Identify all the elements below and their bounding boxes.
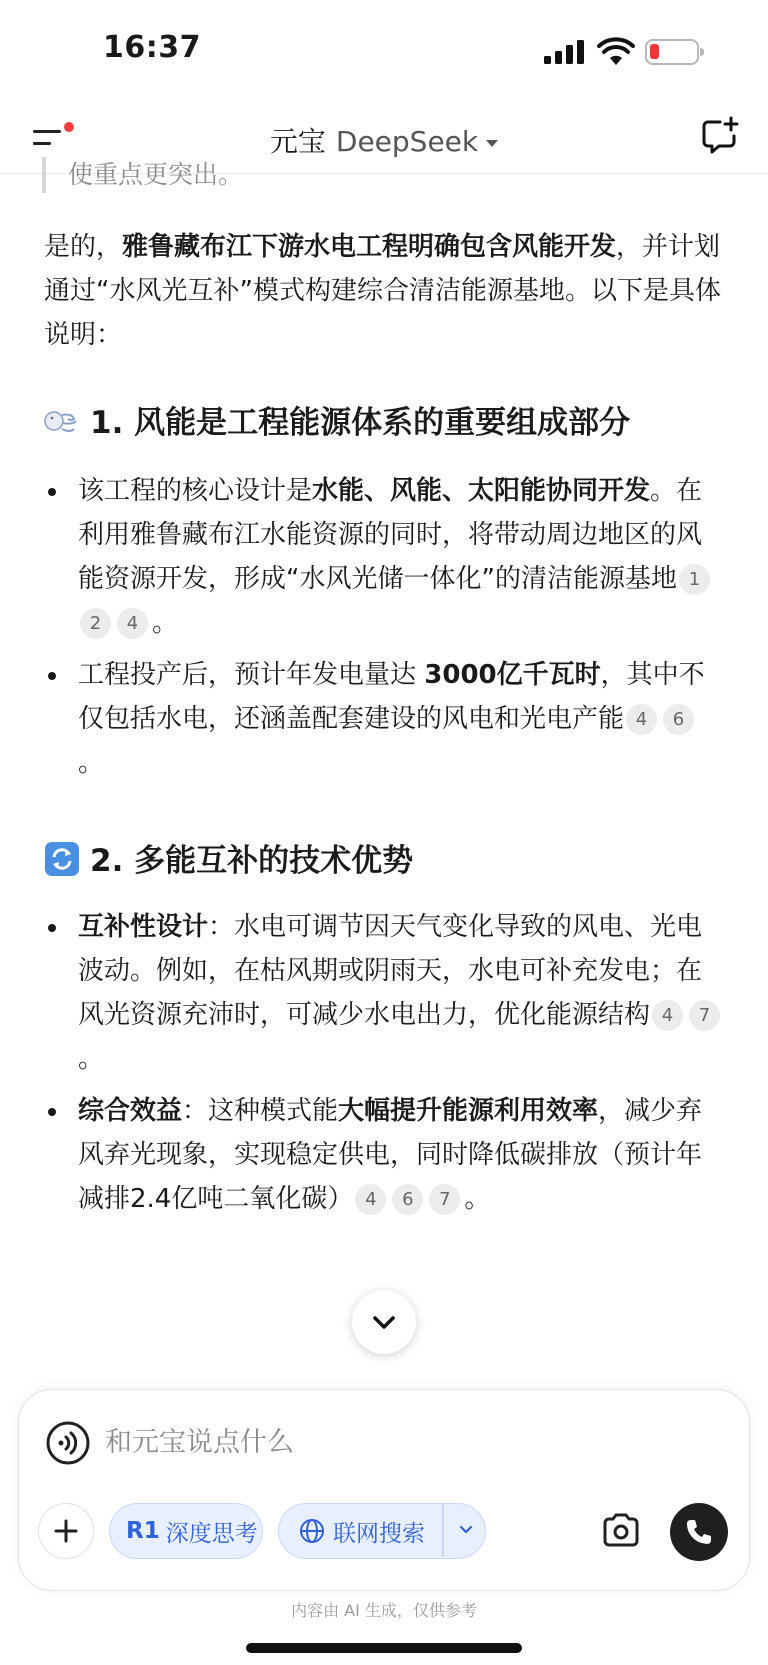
- citation-badge[interactable]: 7: [429, 1184, 460, 1215]
- chevron-down-icon: [352, 1290, 416, 1354]
- voice-input-icon[interactable]: [45, 1420, 91, 1466]
- model-name: DeepSeek: [335, 125, 479, 158]
- section-heading-2: 2. 多能互补的技术优势: [44, 839, 734, 883]
- list-item: 互补性设计：水电可调节因天气变化导致的风电、光电波动。例如，在枯风期或阴雨天，水电可补充发电；在风光资源充沛时，可减少水电出力，优化能源结构 4 7。: [44, 905, 724, 1081]
- chat-content[interactable]: [0, 160, 768, 1380]
- citation-badge[interactable]: 7: [689, 1000, 720, 1031]
- intro-paragraph: 是的，雅鲁藏布江下游水电工程明确包含风能开发，并计划通过“水风光互补”模式构建综合清洁能源基地。以下是具体说明：: [44, 232, 721, 350]
- pill-divider: [442, 1504, 444, 1557]
- home-indicator[interactable]: [246, 1643, 522, 1653]
- message-input[interactable]: [105, 1416, 705, 1468]
- section-1-list: [44, 469, 724, 793]
- battery-icon: [645, 39, 699, 65]
- add-attachment-button[interactable]: [38, 1503, 94, 1559]
- model-switcher[interactable]: [0, 120, 768, 160]
- list-item: 工程投产后，预计年发电量达 3000亿千瓦时，其中不仅包括水电，还涵盖配套建设的风电和光电产能 4 6。: [44, 653, 724, 785]
- chevron-down-icon[interactable]: [459, 1524, 473, 1536]
- list-item: 该工程的核心设计是水能、风能、太阳能协同开发。在利用雅鲁藏布江水能资源的同时，将带动周边地区的风能资源开发，形成“水风光储一体化”的清洁能源基地 12 4 。: [44, 469, 724, 645]
- phone-icon: [670, 1503, 728, 1561]
- composer: [18, 1389, 750, 1591]
- citation-badge[interactable]: 4: [652, 1000, 683, 1031]
- citation-badge[interactable]: 6: [392, 1184, 423, 1215]
- cellular-signal-icon: [544, 40, 584, 64]
- section-heading-1: 1. 风能是工程能源体系的重要组成部分: [44, 401, 734, 445]
- citation-badge[interactable]: 2: [80, 608, 111, 639]
- wifi-icon: [598, 38, 634, 66]
- blockquote-remnant: 使重点更突出。: [42, 157, 243, 193]
- web-search-label: 联网搜索: [333, 1520, 425, 1547]
- citation-badge[interactable]: 4: [626, 704, 657, 735]
- globe-icon: [299, 1518, 325, 1544]
- voice-call-button[interactable]: [670, 1503, 728, 1561]
- scroll-to-bottom-button[interactable]: [352, 1290, 416, 1354]
- status-bar: [0, 0, 768, 100]
- web-search-toggle[interactable]: [278, 1503, 486, 1559]
- citation-badge[interactable]: 4: [117, 608, 148, 639]
- deep-think-toggle[interactable]: [109, 1503, 263, 1559]
- wind-face-icon: [44, 403, 80, 439]
- caret-down-icon: [486, 140, 498, 147]
- deep-think-label: 深度思考: [165, 1520, 258, 1547]
- list-item: 综合效益：这种模式能大幅提升能源利用效率，减少弃风弃光现象，实现稳定供电，同时降低碳排放（预计年减排2.4亿吨二氧化碳） 4 6 7 。: [44, 1089, 724, 1221]
- ai-disclaimer: 内容由 AI 生成，仅供参考: [291, 1601, 477, 1620]
- new-chat-icon[interactable]: [700, 116, 740, 156]
- app-name: 元宝: [269, 125, 326, 158]
- status-time: 16:37: [103, 30, 201, 65]
- citation-badge[interactable]: 6: [663, 704, 694, 735]
- r1-badge: R1: [126, 1518, 160, 1544]
- plus-icon: [39, 1504, 93, 1558]
- section-2-list: [44, 905, 724, 1229]
- citation-badge[interactable]: 4: [355, 1184, 386, 1215]
- camera-icon[interactable]: [599, 1509, 643, 1553]
- repeat-arrows-icon: [44, 841, 80, 877]
- citation-badge[interactable]: 1: [679, 564, 710, 595]
